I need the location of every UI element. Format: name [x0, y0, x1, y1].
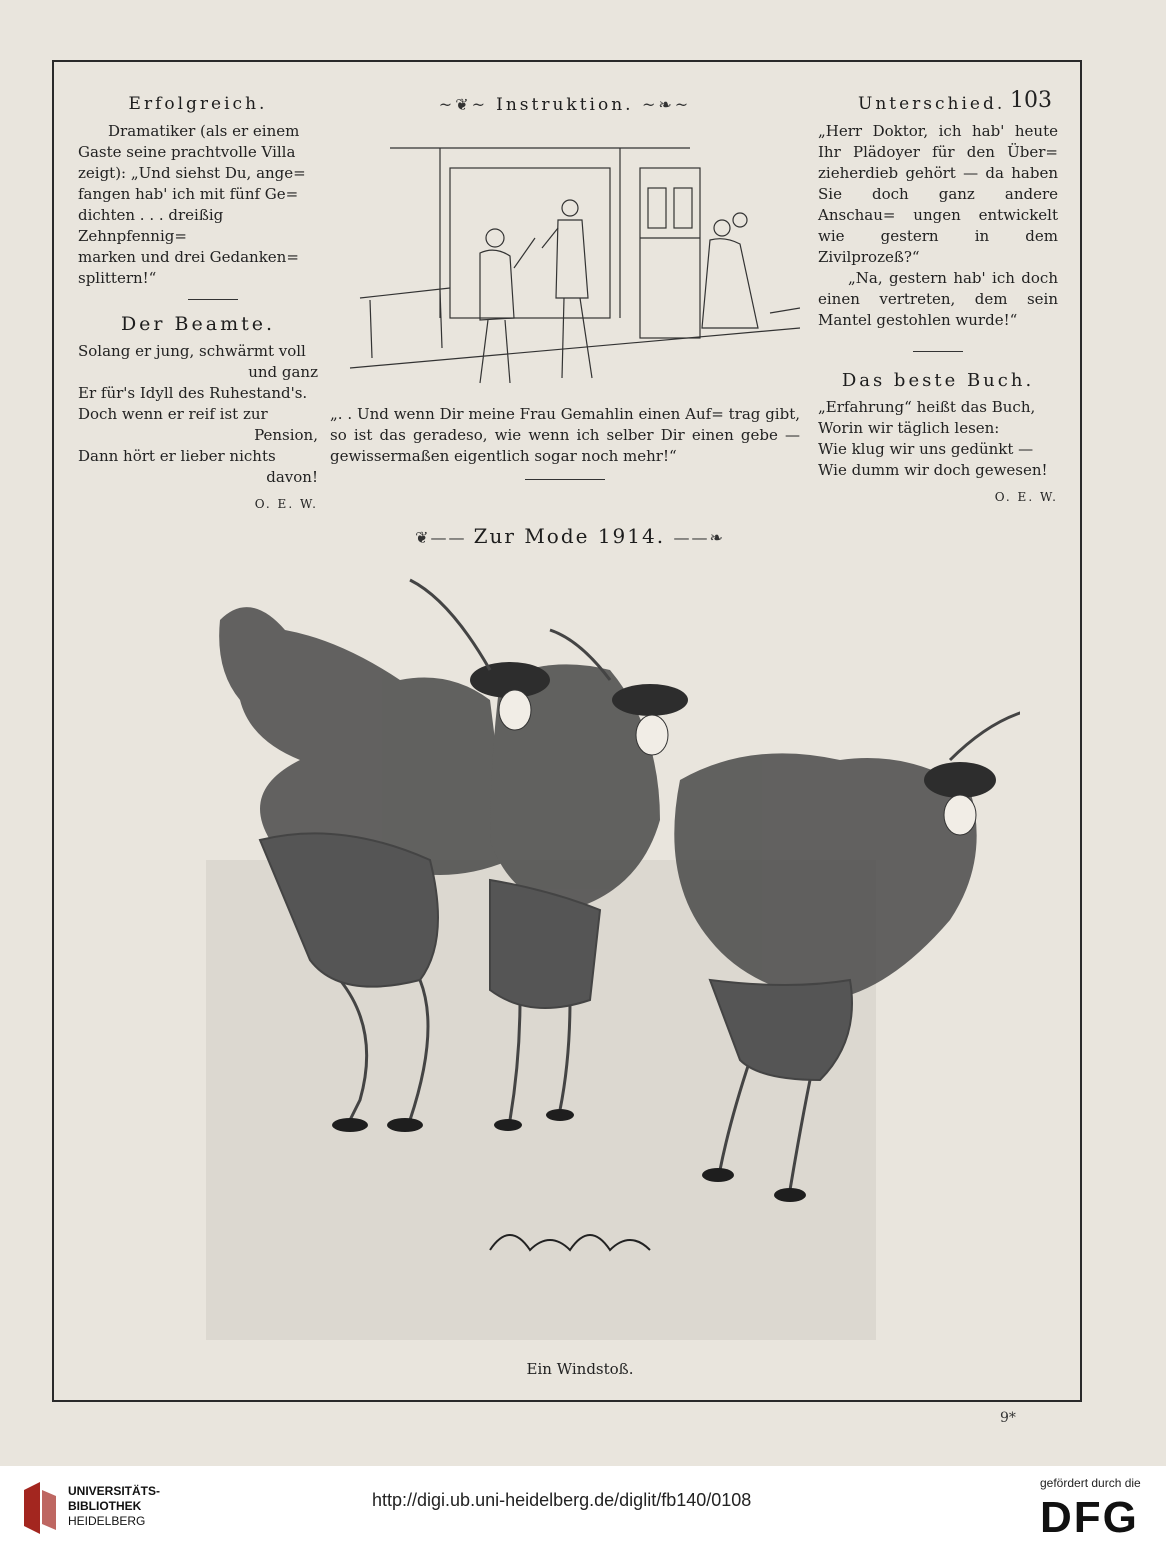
cartoon-illustration	[330, 128, 800, 398]
section-title	[400, 524, 740, 548]
piece-title-unterschied: Unterschied.	[858, 94, 1006, 114]
library-name-line: HEIDELBERG	[68, 1514, 146, 1528]
poem-line: Wie klug wir uns gedünkt —	[818, 440, 1034, 458]
poem-line: Worin wir täglich lesen:	[818, 419, 1000, 437]
poem-line: zeigt): „Und siehst Du, ange=	[78, 164, 306, 182]
poem-line: marken und drei Gedanken=	[78, 248, 299, 266]
left-column	[78, 94, 318, 515]
divider	[188, 299, 238, 300]
library-logo-icon	[20, 1480, 60, 1536]
source-url-link[interactable]: http://digi.ub.uni-heidelberg.de/diglit/fb140/0108	[372, 1490, 752, 1510]
section-title-text: Zur Mode 1914.	[473, 524, 666, 548]
poem-line: Wie dumm wir doch gewesen!	[818, 461, 1048, 479]
illustration-caption: Ein Windstoß.	[526, 1360, 634, 1378]
poem-line: fangen hab' ich mit fünf Ge=	[78, 185, 299, 203]
fashion-illustration	[190, 560, 1020, 1340]
center-column	[330, 94, 800, 490]
cartoon-caption: „. . Und wenn Dir meine Frau Gemahlin einen Auf= trag gibt, so ist das geradeso, wie wenn ich selber Dir einen gebe — gewissermaßen eigentlich sogar noch mehr!“	[330, 405, 800, 465]
poem-line: Dramatiker (als er einem	[108, 122, 300, 140]
poem-line: splittern!“	[78, 269, 157, 287]
poem-line: Doch wenn er reif ist zur	[78, 405, 268, 423]
sheet-mark: 9*	[1000, 1410, 1016, 1426]
library-name	[68, 1484, 160, 1529]
poem-line: „Erfahrung“ heißt das Buch,	[818, 398, 1036, 416]
library-name-line: UNIVERSITÄTS-	[68, 1484, 161, 1498]
dfg-logo: DFG	[1040, 1493, 1139, 1542]
library-name-line: BIBLIOTHEK	[68, 1499, 142, 1513]
signature: O. E. W.	[994, 490, 1058, 504]
signature: O. E. W.	[254, 497, 318, 511]
cartoon-title-text: Instruktion.	[496, 95, 634, 115]
poem-line: Pension,	[254, 426, 318, 444]
funding-label: gefördert durch die	[1040, 1476, 1141, 1490]
ornament-right-icon: ~❧~	[641, 95, 692, 114]
page-number: 103	[1010, 88, 1052, 113]
right-column	[818, 94, 1058, 508]
divider	[525, 479, 605, 480]
poem-title-beamte: Der Beamte.	[120, 313, 276, 335]
paragraph: „Na, gestern hab' ich doch einen vertreten, dem sein Mantel gestohlen wurde!“	[818, 269, 1058, 329]
poem-line: Er für's Idyll des Ruhestand's.	[78, 384, 308, 402]
poem-line: Dann hört er lieber nichts	[78, 447, 276, 465]
piece-title-buch: Das beste Buch.	[841, 370, 1035, 391]
divider	[913, 351, 963, 352]
ornament-left-icon: ❦——	[415, 528, 474, 547]
paragraph: „Herr Doktor, ich hab' heute Ihr Plädoyer für den Über= zieherdieb gehört — da haben Sie doch ganz andere Anschau= ungen entwickelt wie gestern in dem Zivilprozeß?“	[818, 122, 1058, 266]
poem-line: Gaste seine prachtvolle Villa	[78, 143, 296, 161]
poem-line: davon!	[266, 468, 318, 486]
poem-line: und ganz	[248, 363, 318, 381]
ornament-left-icon: ~❦~	[438, 95, 497, 114]
poem-line: dichten . . . dreißig Zehnpfennig=	[78, 206, 224, 245]
poem-line: Solang er jung, schwärmt voll	[78, 342, 306, 360]
cartoon-title	[330, 94, 800, 116]
ornament-right-icon: ——❧	[673, 528, 725, 547]
poem-title-erfolgreich: Erfolgreich.	[128, 94, 268, 114]
footer-bar	[0, 1466, 1166, 1550]
